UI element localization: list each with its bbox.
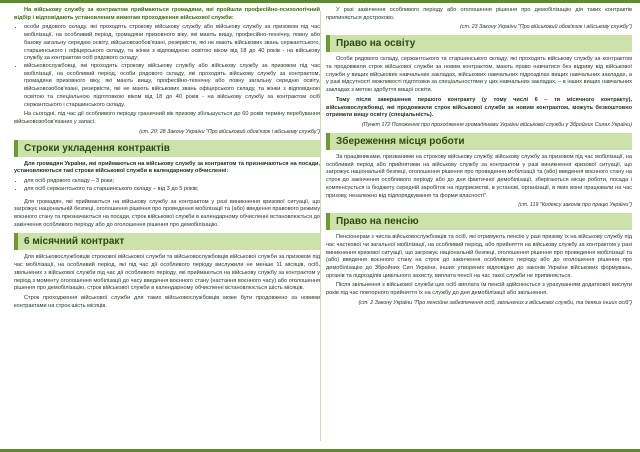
list-item: • особи рядового складу, які проходять строкову військову службу або військову службу за призовом під час мобілізації, на особливий період, громадяни призовного віку, які мають вищу, професійно-технічну, повну або базову загальну середню освіту, військовозобов'язані, резервісти, які не мають військових звань сержантського, старшинського і офіцерського складу, та жінки з відповідною освітою віком від 18 до 40 років - на військову службу за контрактом осіб рядового складу; (24, 24, 320, 63)
section-heading-contract-terms: Строки укладення контрактів (14, 140, 320, 157)
requirements-list (14, 24, 320, 109)
job-retention-paragraph: За працівниками, призваними на строкову військову службу, військову службу за призовом під час мобілізації, на особливий період або прийнятими на військову службу за контрактом у разі виникнення кризової ситуації, що загрожує національній безпеці, оголошення рішення про проведення мобілізації та (або) введення воєнного стану на строк до закінчення особливого періоду або до дня фактичної демобілізації, зберігаються місце роботи, посада і компенсується із бюджету середній заробіток на підприємстві, в установі, організації, в яких вони працювали на час призову, незалежно від підпорядкування та форми власності". (326, 153, 632, 199)
pension-after-service: Після звільнення з військової служби цих осіб виплата їм пенсій здійснюється з урахуванням додаткової вислуги років під час повторного прийняття їх на службу до дня демобілізації або звільнення. (326, 282, 632, 297)
left-column (14, 7, 320, 312)
crisis-contract-paragraph: Для громадян, які приймаються на військову службу за контрактом у разі виникнення кризової ситуації, що загрожує національній безпеці, оголошення рішення про проведення мобілізації та (або) введення правового режиму воєнного стану та призначаються на посади, строк військової служби в календарному обчисленні встановлюється до закінчення особливого періоду або до оголошення рішення про демобілізацію. (14, 198, 320, 228)
section-heading-education: Право на освіту (326, 35, 632, 52)
list-item: • для осіб сержантського та старшинського складу – від 3 до 5 років; (24, 186, 320, 194)
contract-terms-list (14, 178, 320, 193)
source-citation: (ст. 20; 28 Закону України "Про військовий обов'язок і військову службу") (139, 128, 320, 135)
list-item: • військовослужбовці, які проходять строкову військову службу або військову службу за призовом під час мобілізації, на особливий період, особи рядового складу, які проходять військову службу за контрактом, громадяни призовного віку, які мають вищу, професійно-технічну або повну загальну середню освіту, військовозобов'язані, резервісти, які не мають військових звань офіцерського складу, та жінки з відповідною освітою та спеціальною підготовкою віком від 18 до 40 років - на військову службу за контрактом осіб сержантського і старшинського складу. (24, 63, 320, 109)
right-column (326, 7, 632, 310)
intro-paragraph: На військову службу за контрактом приймаються громадяни, які пройшли професійно-психологічний відбір і відповідають установленим вимогам проходження військової служби: (14, 7, 320, 21)
source-citation: (ст. 23 Закону України "Про військовий обов'язок і військову службу") (460, 24, 632, 31)
pension-paragraph: Пенсіонерам з числа військовослужбовців та осіб, які отримують пенсію у разі призову їх на військову службу під час часткової чи загальної мобілізації, на особливий період, або прийняття на військову службу за контрактом у разі виникнення кризової ситуації, що загрожує національній безпеці, оголошення рішення про проведення мобілізації та (або) введення воєнного стану на строк до закінчення особливого періоду або до оголошення рішення про демобілізацію до Збройних Сил України, інших утворених відповідно до законів України військових формувань, органів та підрозділів цивільного захисту, виплата пенсії на час такої служби не припиняється. (326, 234, 632, 279)
list-item: • для осіб рядового складу – 3 роки; (24, 178, 320, 186)
six-month-paragraph: Для військовослужбовців строкової військової служби та військовослужбовців військової служби за призовом під час мобілізації, на особливий період, які під час дії особливого періоду вислужили не менше 11 місяців, осіб, звільнених з військової служби під час дії особливого періоду, які приймаються на військову службу за контрактом у період з моменту оголошення мобілізації до часу введення воєнного стану (настання воєнного часу) або оголошення рішення про демобілізацію, строк військової служби в календарному обчисленні встановлюється шість місяців. (14, 254, 320, 292)
six-month-extension: Строк проходження військової служби для таких військовослужбовців може бути продовжено за новими контрактами на строк шість місяців. (14, 295, 320, 309)
source-citation: (Пункт 172 Положення про проходження громадянами України військової служби у Збройних Силах України) (361, 122, 632, 129)
source-citation: (ст. 2 Закону України "Про пенсійне забезпечення осіб, звільнених з військової служби, та деяких інших осіб") (358, 299, 632, 306)
section-heading-job-retention: Збереження місця роботи (326, 133, 632, 150)
source-citation: (ст. 119 "Кодексу законів про працю України") (518, 202, 632, 209)
section-heading-pension: Право на пенсію (326, 213, 632, 230)
section-heading-six-month: 6 місячний контракт (14, 233, 320, 250)
education-paragraph: Особи рядового складу, сержантського та старшинського складу, які проходять військову службу за контрактом та продовжили строк військової служби за новим контрактом, мають право навчатися без відриву від військової служби у вищих військових навчальних закладах, військових навчальних підрозділах вищих навчальних закладах, а у разі відсутності можливості підготовки за спеціальностями у цих навчальних закладах, – в інших вищих навчальних закладах з метою здобуття вищої освіти. (326, 56, 632, 94)
column-divider (320, 11, 321, 441)
contract-termination-paragraph: У разі закінчення особливого періоду або оголошення рішення про демобілізацію дія таких контрактів припиняється достроково. (326, 7, 632, 21)
education-highlight: Тому після завершення першого контракту (у тому числі 6 – ти місячного контракту), військовослужбовці, які продовжили строк військової служби за новим контрактом, можуть безкоштовно отримати вищу освіту (спеціальність). (326, 96, 632, 119)
age-note: На сьогодні, під час дії особливого періоду граничний вік призову збільшується до 60 років терміну перебування військовозобов'язаних у запасі. (14, 111, 320, 126)
contract-terms-paragraph: Для громадян України, які приймаються на військову службу за контрактом та призначаються на посади, установлюються такі строки військової служби в календарному обчисленні: (14, 160, 320, 175)
